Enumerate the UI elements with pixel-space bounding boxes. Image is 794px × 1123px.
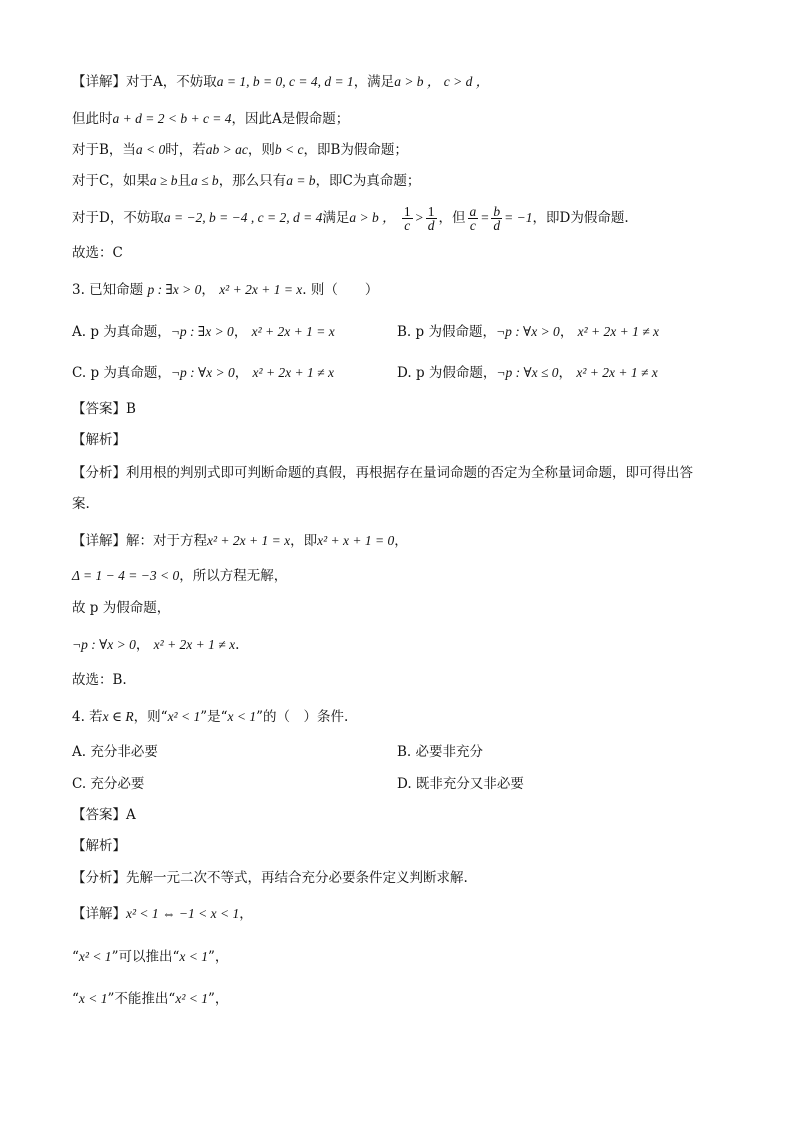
q3-option-d: D. p 为假命题，¬p : ∀x ≤ 0， x² + 2x + 1 ≠ x <box>397 365 658 381</box>
q4-option-d: D. 既非充分又非必要 <box>397 776 524 792</box>
q3-stem: 3. 已知命题 p : ∃x > 0， x² + 2x + 1 = x. 则（ ） <box>72 282 379 298</box>
s2-line-a2: 但此时a + d = 2 < b + c = 4，因此A是假命题； <box>72 111 350 127</box>
q4-detail-line1: 【详解】x² < 1 ⇔ −1 < x < 1， <box>72 906 253 922</box>
fraction: $\frac{b}{d}$ <box>493 204 501 233</box>
s2-line-a: 【详解】对于A，不妨取a = 1, b = 0, c = 4, d = 1，满足a > b ， c > d ， <box>72 74 490 90</box>
q3-answer: 【答案】B <box>72 401 136 417</box>
q4-answer: 【答案】A <box>72 807 136 823</box>
q3-option-b: B. p 为假命题，¬p : ∀x > 0， x² + 2x + 1 ≠ x <box>397 324 660 340</box>
fraction: $\frac{1}{c}$ <box>403 204 411 233</box>
q3-fenxi-line1: 【分析】利用根的判别式即可判断命题的真假，再根据存在量词命题的否定为全称量词命题，即可得出答 <box>72 465 693 481</box>
s2-answer: 故选：C <box>72 245 123 261</box>
s2-line-d: 对于D，不妨取a = −2, b = −4 , c = 2, d = 4满足a > b ， $\frac{1}{c}$ > $\frac{1}{d}$ ，但 $\frac{a}{c}$ = $\frac{b}{d}$ = −1，即D为假命题. <box>72 204 629 233</box>
q3-detail-line2: Δ = 1 − 4 = −3 < 0，所以方程无解， <box>72 568 288 584</box>
q3-detail-line4: ¬p : ∀x > 0， x² + 2x + 1 ≠ x. <box>72 637 240 653</box>
fraction: $\frac{a}{c}$ <box>469 204 477 233</box>
q4-detail-line2: “x² < 1”可以推出“x < 1”， <box>72 949 229 965</box>
fraction: $\frac{1}{d}$ <box>427 204 435 233</box>
s2-line-c: 对于C，如果a ≥ b且a ≤ b，那么只有a = b，即C为真命题； <box>72 173 421 189</box>
q4-option-c: C. 充分必要 <box>72 776 145 792</box>
q4-jiexi: 【解析】 <box>72 838 126 854</box>
q4-fenxi: 【分析】先解一元二次不等式，再结合充分必要条件定义判断求解. <box>72 870 468 886</box>
q3-detail-line1: 【详解】解：对于方程x² + 2x + 1 = x，即x² + x + 1 = 0， <box>72 533 408 549</box>
s2-line-b: 对于B，当a < 0时，若ab > ac，则b < c，即B为假命题； <box>72 142 408 158</box>
q3-option-a: A. p 为真命题，¬p : ∃x > 0， x² + 2x + 1 = x <box>72 324 335 340</box>
q3-final: 故选：B. <box>72 672 127 688</box>
q4-stem: 4. 若x ∈ R，则“x² < 1”是“x < 1”的（ ）条件. <box>72 709 349 725</box>
q3-detail-line3: 故 p 为假命题， <box>72 600 171 616</box>
q4-detail-line3: “x < 1”不能推出“x² < 1”， <box>72 991 229 1007</box>
q3-fenxi-line2: 案. <box>72 496 90 512</box>
detail-tag: 【详解】 <box>72 74 126 90</box>
q4-option-b: B. 必要非充分 <box>397 744 484 760</box>
q3-jiexi: 【解析】 <box>72 432 126 448</box>
q3-option-c: C. p 为真命题，¬p : ∀x > 0， x² + 2x + 1 ≠ x <box>72 365 334 381</box>
q4-option-a: A. 充分非必要 <box>72 744 158 760</box>
